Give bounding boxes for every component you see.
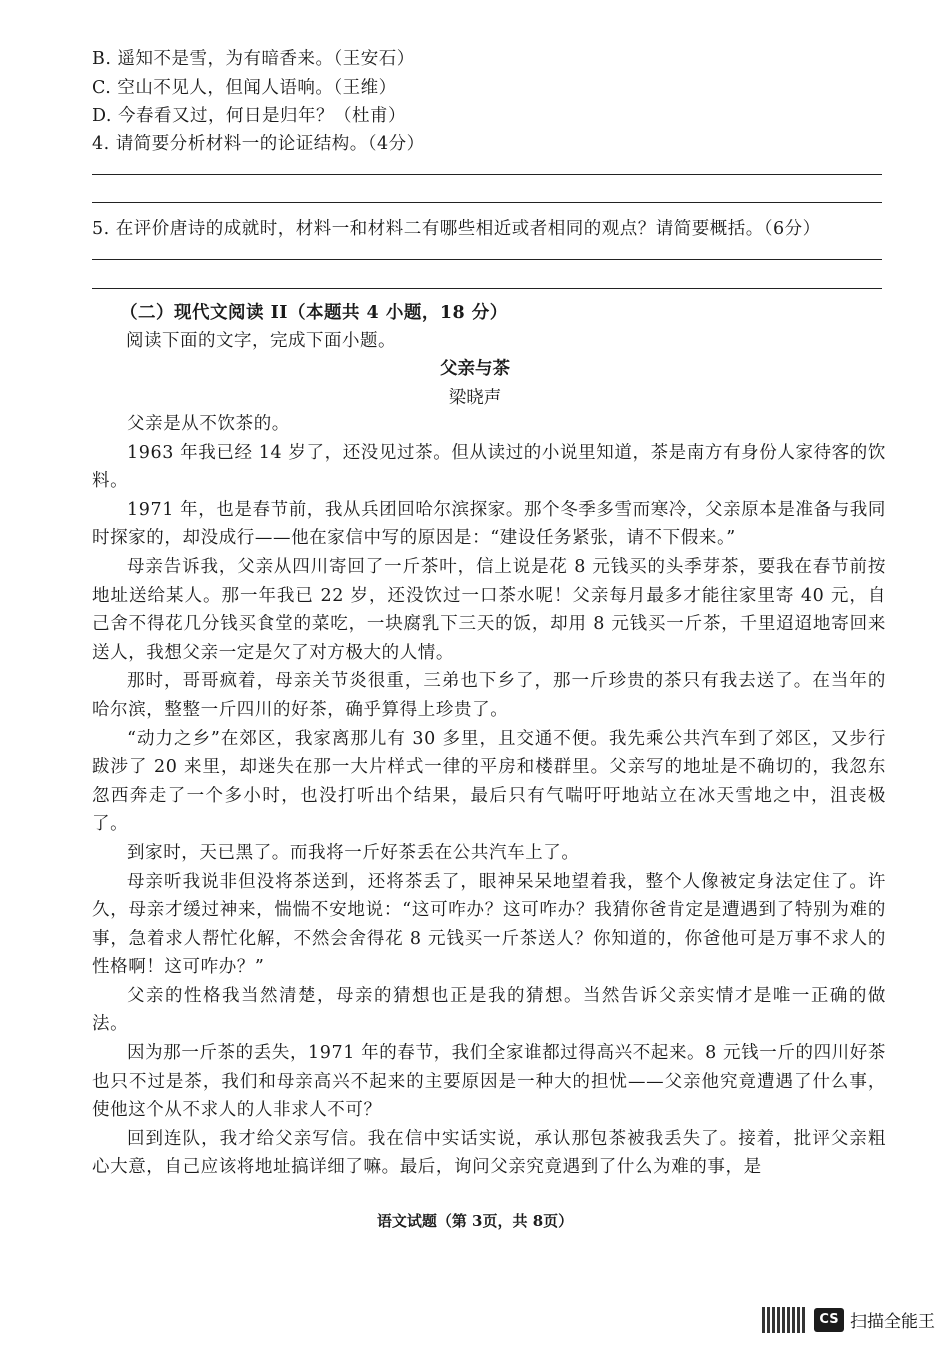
page-footer: 语文试题（第 3页，共 8页）: [376, 1212, 574, 1230]
paragraph: “动力之乡”在郊区，我家离那儿有 30 多里，且交通不便。我先乘公共汽车到了郊区，又步行跋涉了 20 来里，却迷失在那一大片样式一律的平房和楼群里。父亲写的地址是不确切的，我忽东忽西奔走了一个多小时，也没打听出个结果，最后只有气喘吁吁地站立在冰天雪地之中，沮丧极了。: [92, 728, 886, 835]
answer-line: [92, 259, 882, 260]
section-instruction: 阅读下面的文字，完成下面小题。: [126, 331, 396, 351]
answer-line: [92, 174, 882, 175]
option-d: D. 今春看又过，何日是归年？（杜甫）: [92, 106, 407, 126]
option-b: B. 遥知不是雪，为有暗香来。（王安石）: [92, 49, 415, 69]
option-c: C. 空山不见人，但闻人语响。（王维）: [92, 78, 397, 98]
article-author: 梁晓声: [448, 388, 502, 408]
scanner-watermark: 扫描全能王: [850, 1312, 935, 1332]
qr-code-icon: [762, 1307, 806, 1333]
paragraph: 父亲的性格我当然清楚，母亲的猜想也正是我的猜想。当然告诉父亲实情才是唯一正确的做法。: [92, 985, 886, 1035]
paragraph: 那时，哥哥疯着，母亲关节炎很重，三弟也下乡了，那一斤珍贵的茶只有我去送了。在当年的哈尔滨，整整一斤四川的好茶，确乎算得上珍贵了。: [92, 671, 886, 720]
answer-line: [92, 202, 882, 203]
section-heading: （二）现代文阅读 II（本题共 4 小题，18 分）: [120, 303, 508, 323]
paragraph: 母亲告诉我，父亲从四川寄回了一斤茶叶，信上说是花 8 元钱买的头季芽茶，要我在春节前按地址送给某人。那一年我已 22 岁，还没饮过一口茶水呢！父亲每月最多才能往家里寄 40 元，自己舍不得花几分钱买食堂的菜吃，一块腐乳下三天的饭，却用 8 元钱买一斤茶，千里迢迢地寄回来送人，我想父亲一定是欠了对方极大的人情。: [92, 556, 886, 663]
article-body: [92, 410, 886, 1182]
paragraph: 到家时，天已黑了。而我将一斤好茶丢在公共汽车上了。: [127, 842, 580, 863]
paragraph: 因为那一斤茶的丢失，1971 年的春节，我们全家谁都过得高兴不起来。8 元钱一斤的四川好茶也只不过是茶，我们和母亲高兴不起来的主要原因是一种大的担忧——父亲他究竟遭遇了什么事，使他这个从不求人的人非求人不可？: [92, 1043, 886, 1121]
question-4: 4. 请简要分析材料一的论证结构。（4分）: [92, 134, 425, 154]
answer-line: [92, 288, 882, 289]
paragraph: 回到连队，我才给父亲写信。我在信中实话实说，承认那包茶被我丢失了。接着，批评父亲粗心大意，自己应该将地址搞详细了嘛。最后，询问父亲究竟遇到了什么为难的事，是: [92, 1128, 886, 1178]
article-title: 父亲与茶: [440, 359, 510, 379]
camscanner-logo-icon: CS: [814, 1308, 844, 1332]
paragraph: 1963 年我已经 14 岁了，还没见过茶。但从读过的小说里知道，茶是南方有身份人家待客的饮料。: [92, 442, 886, 492]
paragraph: 1971 年，也是春节前，我从兵团回哈尔滨探家。那个冬季多雪而寒冷，父亲原本是准备与我同时探家的，却没成行——他在家信中写的原因是：“建设任务紧张，请不下假来。”: [92, 499, 886, 549]
question-5: 5. 在评价唐诗的成就时，材料一和材料二有哪些相近或者相同的观点？请简要概括。（6分）: [92, 219, 821, 239]
paragraph: 母亲听我说非但没将茶送到，还将茶丢了，眼神呆呆地望着我，整个人像被定身法定住了。许久，母亲才缓过神来，惴惴不安地说：“这可咋办？这可咋办？我猜你爸肯定是遭遇到了特别为难的事，急着求人帮忙化解，不然会舍得花 8 元钱买一斤茶送人？你知道的，你爸他可是万事不求人的性格啊！这可咋办？”: [92, 871, 886, 978]
paragraph: 父亲是从不饮茶的。: [127, 414, 290, 434]
